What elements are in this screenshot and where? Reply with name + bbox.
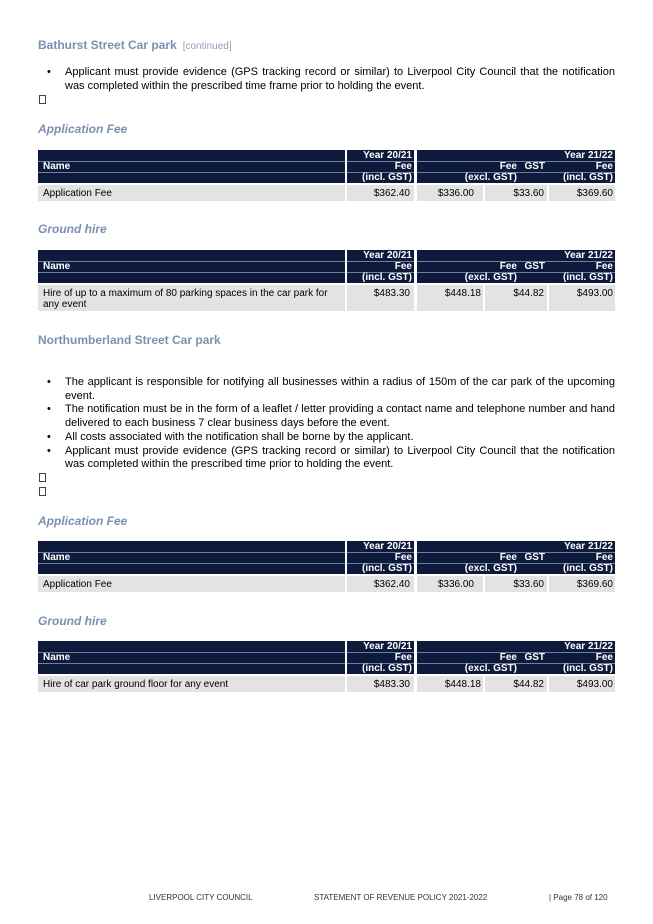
header-name-col bbox=[38, 150, 345, 183]
footer-page-number: | Page 78 of 120 bbox=[549, 893, 608, 902]
header-excl-gst: (excl. GST) bbox=[464, 663, 517, 674]
row-name: Application Fee bbox=[43, 188, 112, 199]
header-fee-incl: Fee bbox=[595, 261, 613, 272]
gst-cell bbox=[485, 576, 547, 592]
header-name: Name bbox=[43, 552, 71, 563]
bullet-icon: • bbox=[47, 430, 51, 443]
row-fee-2021: $483.30 bbox=[373, 288, 410, 299]
name-cell bbox=[38, 285, 345, 311]
row-fee-2122: $493.00 bbox=[576, 288, 613, 299]
row-fee-excl: $336.00 bbox=[437, 579, 474, 590]
bullet-text: All costs associated with the notification shall be borne by the applicant. bbox=[65, 430, 414, 443]
fee-table-bathurst-application bbox=[38, 150, 615, 201]
row-name: Hire of up to a maximum of 80 parking spaces in the car park for any event bbox=[43, 288, 328, 310]
header-incl-gst: (incl. GST) bbox=[362, 272, 412, 283]
name-cell bbox=[38, 576, 345, 592]
header-2122-group bbox=[417, 541, 615, 574]
fee-excl-cell bbox=[417, 576, 483, 592]
row-name: Application Fee bbox=[43, 579, 112, 590]
row-fee-2122: $369.60 bbox=[576, 188, 613, 199]
footer-council: LIVERPOOL CITY COUNCIL bbox=[149, 893, 253, 902]
gst-cell bbox=[485, 676, 547, 692]
header-fee: Fee bbox=[394, 552, 412, 563]
header-2122-group bbox=[417, 250, 615, 283]
table-header bbox=[38, 641, 615, 674]
bullet-text: The applicant is responsible for notifying all businesses within a radius of 150m of the car park of the upcoming event. bbox=[65, 376, 615, 402]
header-name: Name bbox=[43, 161, 71, 172]
fee-excl-cell bbox=[417, 285, 483, 311]
header-year-2021: Year 20/21 bbox=[363, 150, 412, 161]
subheading-ground-hire: Ground hire bbox=[38, 222, 107, 236]
subheading-application-fee: Application Fee bbox=[38, 514, 128, 528]
header-year-2122: Year 21/22 bbox=[564, 250, 613, 261]
header-gst: GST bbox=[524, 161, 545, 172]
header-fee-2021-col bbox=[347, 541, 414, 574]
gst-cell bbox=[485, 185, 547, 201]
fee-table-bathurst-ground-hire bbox=[38, 250, 615, 311]
subheading-application-fee: Application Fee bbox=[38, 122, 128, 136]
list-item bbox=[38, 376, 615, 403]
header-year-2021: Year 20/21 bbox=[363, 541, 412, 552]
header-name: Name bbox=[43, 652, 71, 663]
bullet-icon: • bbox=[47, 376, 51, 388]
header-excl-gst: (excl. GST) bbox=[464, 272, 517, 283]
header-year-2021: Year 20/21 bbox=[363, 641, 412, 652]
header-year-2122: Year 21/22 bbox=[564, 150, 613, 161]
footer-document: STATEMENT OF REVENUE POLICY 2021-2022 bbox=[314, 893, 488, 902]
fee-table-northumberland-ground-hire bbox=[38, 641, 615, 692]
bullet-icon: • bbox=[47, 444, 51, 457]
header-year-2122: Year 21/22 bbox=[564, 541, 613, 552]
missing-glyph-icon bbox=[39, 95, 46, 104]
fee-table-northumberland-application bbox=[38, 541, 615, 592]
header-year-2021: Year 20/21 bbox=[363, 250, 412, 261]
header-gst: GST bbox=[524, 552, 545, 563]
northumberland-bullet-list bbox=[38, 376, 615, 472]
list-item bbox=[38, 66, 615, 93]
header-gst: GST bbox=[524, 261, 545, 272]
row-fee-2021: $483.30 bbox=[373, 679, 410, 690]
continued-label: [continued] bbox=[182, 41, 232, 52]
gst-cell bbox=[485, 285, 547, 311]
table-row bbox=[38, 576, 615, 592]
section-title-bathurst bbox=[38, 38, 232, 52]
header-name-col bbox=[38, 250, 345, 283]
list-item bbox=[38, 431, 615, 445]
name-cell bbox=[38, 676, 345, 692]
header-2122-group bbox=[417, 150, 615, 183]
header-excl-gst: (excl. GST) bbox=[464, 563, 517, 574]
header-fee-2021-col bbox=[347, 641, 414, 674]
row-fee-2122: $369.60 bbox=[576, 579, 613, 590]
header-fee: Fee bbox=[394, 161, 412, 172]
header-name: Name bbox=[43, 261, 71, 272]
row-gst: $33.60 bbox=[513, 579, 544, 590]
fee-excl-cell bbox=[417, 676, 483, 692]
table-row bbox=[38, 676, 615, 692]
table-row bbox=[38, 285, 615, 311]
list-item bbox=[38, 403, 615, 430]
header-fee-incl: Fee bbox=[595, 652, 613, 663]
header-fee-excl: Fee bbox=[499, 261, 517, 272]
header-fee-excl: Fee bbox=[499, 652, 517, 663]
header-gst: GST bbox=[524, 652, 545, 663]
header-fee-2021-col bbox=[347, 150, 414, 183]
header-fee: Fee bbox=[394, 652, 412, 663]
header-fee-excl: Fee bbox=[499, 552, 517, 563]
bullet-text: The notification must be in the form of a leaflet / letter providing a contact name and telephone number and hand delivered to each business 7 clear business days before the event. bbox=[65, 403, 615, 430]
fee-2122-cell bbox=[549, 676, 615, 692]
header-2122-group bbox=[417, 641, 615, 674]
list-item bbox=[38, 445, 615, 472]
row-gst: $33.60 bbox=[513, 188, 544, 199]
header-incl-gst-2122: (incl. GST) bbox=[563, 172, 613, 183]
name-cell bbox=[38, 185, 345, 201]
fee-2122-cell bbox=[549, 576, 615, 592]
table-header bbox=[38, 250, 615, 283]
header-fee: Fee bbox=[394, 261, 412, 272]
header-incl-gst-2122: (incl. GST) bbox=[563, 563, 613, 574]
fee-2021-cell bbox=[347, 285, 414, 311]
header-fee-2021-col bbox=[347, 250, 414, 283]
header-fee-incl: Fee bbox=[595, 161, 613, 172]
table-row bbox=[38, 185, 615, 201]
header-incl-gst-2122: (incl. GST) bbox=[563, 663, 613, 674]
row-fee-excl: $448.18 bbox=[444, 288, 481, 299]
header-fee-incl: Fee bbox=[595, 552, 613, 563]
table-header bbox=[38, 150, 615, 183]
header-incl-gst: (incl. GST) bbox=[362, 172, 412, 183]
row-fee-2021: $362.40 bbox=[373, 188, 410, 199]
header-incl-gst: (incl. GST) bbox=[362, 663, 412, 674]
row-fee-excl: $336.00 bbox=[437, 188, 474, 199]
missing-glyph-icon bbox=[39, 487, 46, 496]
subheading-ground-hire: Ground hire bbox=[38, 614, 107, 628]
fee-2122-cell bbox=[549, 285, 615, 311]
section-title-northumberland: Northumberland Street Car park bbox=[38, 333, 221, 347]
fee-2021-cell bbox=[347, 676, 414, 692]
table-header bbox=[38, 541, 615, 574]
row-gst: $44.82 bbox=[513, 288, 544, 299]
fee-excl-cell bbox=[417, 185, 483, 201]
fee-2021-cell bbox=[347, 185, 414, 201]
row-fee-2122: $493.00 bbox=[576, 679, 613, 690]
bullet-icon: • bbox=[47, 66, 51, 78]
row-fee-2021: $362.40 bbox=[373, 579, 410, 590]
row-gst: $44.82 bbox=[513, 679, 544, 690]
header-name-col bbox=[38, 641, 345, 674]
missing-glyph-icon bbox=[39, 473, 46, 482]
header-incl-gst-2122: (incl. GST) bbox=[563, 272, 613, 283]
row-name: Hire of car park ground floor for any event bbox=[43, 679, 229, 690]
fee-2122-cell bbox=[549, 185, 615, 201]
bullet-text: Applicant must provide evidence (GPS tracking record or similar) to Liverpool City Council that the notification was completed within the prescribed time frame prior to holding the event. bbox=[65, 66, 615, 92]
header-name-col bbox=[38, 541, 345, 574]
bullet-text: Applicant must provide evidence (GPS tracking record or similar) to Liverpool City Council that the notification was completed within the prescribed time prior to holding the event. bbox=[65, 444, 615, 471]
header-incl-gst: (incl. GST) bbox=[362, 563, 412, 574]
row-fee-excl: $448.18 bbox=[444, 679, 481, 690]
fee-2021-cell bbox=[347, 576, 414, 592]
section-title-text: Bathurst Street Car park bbox=[38, 38, 177, 52]
header-fee-excl: Fee bbox=[499, 161, 517, 172]
header-excl-gst: (excl. GST) bbox=[464, 172, 517, 183]
bullet-icon: • bbox=[47, 403, 51, 416]
header-year-2122: Year 21/22 bbox=[564, 641, 613, 652]
bathurst-bullet-list bbox=[38, 66, 615, 93]
